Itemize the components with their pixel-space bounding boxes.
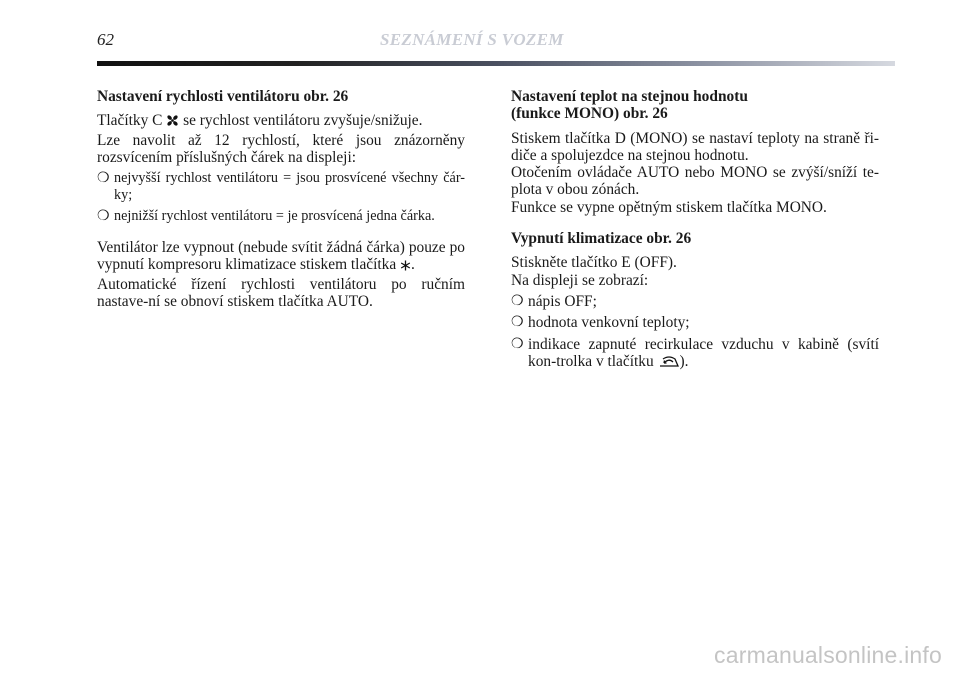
mono-paragraph-1: Stiskem tlačítka D (MONO) se nastaví teploty na straně ři-diče a spolujezdce na stejnou hodnotu. <box>511 129 879 164</box>
bullet-icon: ❍ <box>511 293 524 309</box>
fan-off-paragraph: Ventilátor lze vypnout (nebude svítit žádná čárka) pouze po vypnutí kompresoru klimatizace stiskem tlačítka . <box>97 239 465 276</box>
left-column <box>97 88 465 310</box>
off-paragraph-2: Na displeji se zobrazí: <box>511 271 649 289</box>
fan-buttons-paragraph <box>97 112 465 131</box>
list-item: ❍ nápis OFF; <box>511 292 597 310</box>
fan-buttons-text-start: Tlačítky C <box>97 112 163 130</box>
mono-paragraph-2: Otočením ovládače AUTO nebo MONO se zvýší/sníží te-plota v obou zónách. <box>511 164 879 199</box>
list-item: ❍ indikace zapnuté recirkulace vzduchu v kabině (svítí kon-trolka v tlačítku ). <box>511 336 879 373</box>
recirculation-icon <box>658 355 680 372</box>
running-title: SEZNÁMENÍ S VOZEM <box>380 30 564 49</box>
climate-off-heading: Vypnutí klimatizace obr. 26 <box>511 230 692 248</box>
off-paragraph-1: Stiskněte tlačítko E (OFF). <box>511 254 677 272</box>
bullet-icon: ❍ <box>97 171 110 187</box>
header-rule <box>97 61 895 66</box>
list-item: ❍ nejvyšší rychlost ventilátoru = jsou prosvícené všechny čár-ky; <box>97 170 465 204</box>
display-list <box>511 293 879 372</box>
list-item: ❍ nejnižší rychlost ventilátoru = je prosvícená jedna čárka. <box>97 208 435 225</box>
right-column <box>511 88 879 372</box>
fan-buttons-text-end: se rychlost ventilátoru zvyšuje/snižuje. <box>183 112 423 130</box>
speed-count-paragraph: Lze navolit až 12 rychlostí, které jsou znázorněny rozsvícením příslušných čárek na displeji: <box>97 131 465 166</box>
fan-speed-heading: Nastavení rychlosti ventilátoru obr. 26 <box>97 88 349 105</box>
mono-paragraph-3: Funkce se vypne opětným stiskem tlačítka MONO. <box>511 198 827 216</box>
page-number: 62 <box>97 30 114 49</box>
fan-speed-list <box>97 170 465 225</box>
bullet-icon: ❍ <box>97 209 110 225</box>
fan-off-text: Ventilátor lze vypnout (nebude svítit žádná čárka) pouze po vypnutí kompresoru klimatizace stiskem tlačítka <box>97 239 465 274</box>
bullet-icon: ❍ <box>511 315 524 331</box>
list-item: ❍ hodnota venkovní teploty; <box>511 314 690 332</box>
fan-icon <box>166 114 179 131</box>
auto-restore-paragraph: Automatické řízení rychlosti ventilátoru po ručním nastave-ní se obnoví stiskem tlačítka AUTO. <box>97 275 465 311</box>
bullet-icon: ❍ <box>511 336 524 352</box>
mono-heading: Nastavení teplot na stejnou hodnotu (funkce MONO) obr. 26 <box>511 88 748 123</box>
snowflake-icon <box>400 258 411 275</box>
watermark: carmanualsonline.info <box>714 642 942 668</box>
